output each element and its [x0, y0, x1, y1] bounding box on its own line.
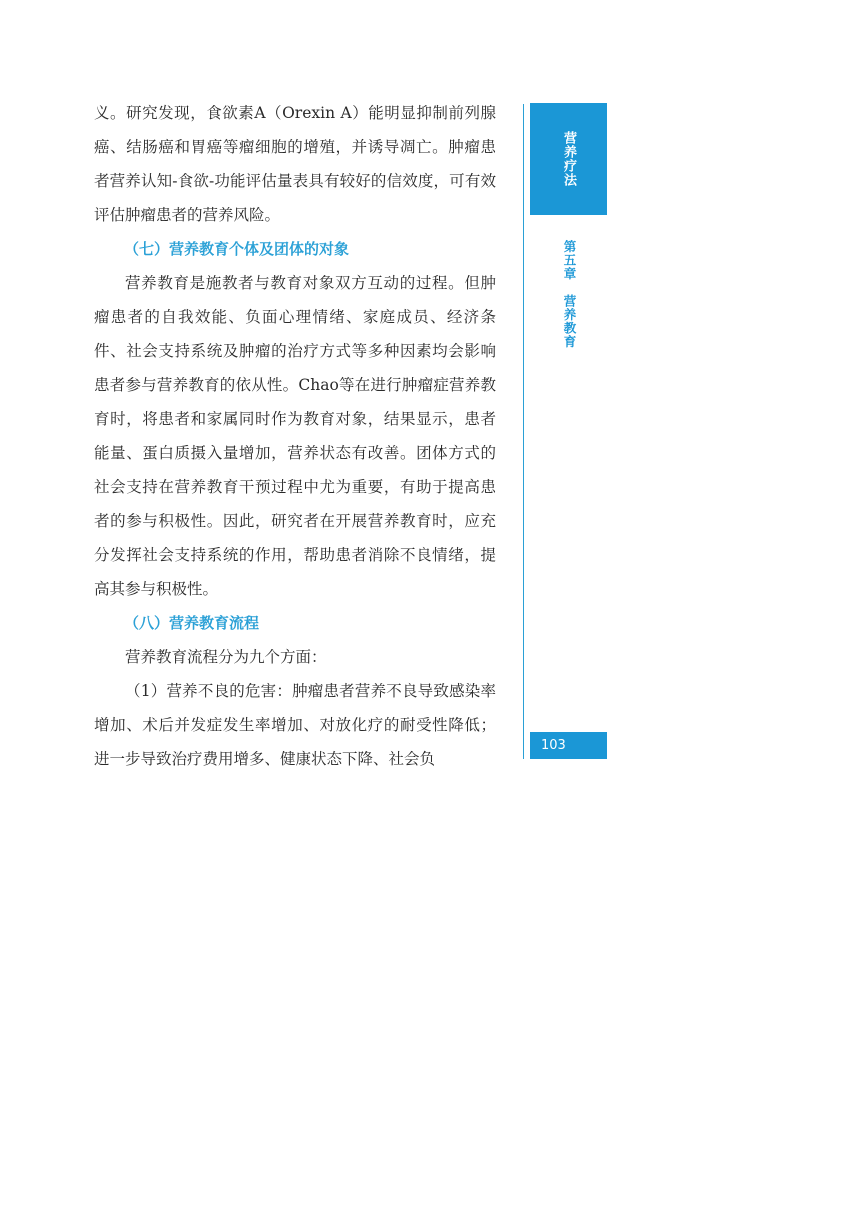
section-heading-7: （七）营养教育个体及团体的对象 [124, 240, 350, 258]
book-title-tab [530, 103, 607, 215]
body-text [94, 96, 496, 776]
book-title: 营养疗法 [561, 131, 576, 187]
chapter-title: 营养教育 [562, 294, 577, 349]
chapter-number: 第五章 [562, 240, 577, 281]
section-heading-8: （八）营养教育流程 [124, 614, 260, 632]
paragraph: 营养教育流程分为九个方面： [125, 648, 327, 666]
page-number: 103 [530, 732, 607, 759]
paragraph: （1）营养不良的危害：肿瘤患者营养不良导致感染率增加、术后并发症发生率增加、对放化疗的耐受性降低；进一步导致治疗费用增多、健康状态下降、社会负 [94, 682, 496, 768]
chapter-label [555, 240, 575, 349]
paragraph: 营养教育是施教者与教育对象双方互动的过程。但肿瘤患者的自我效能、负面心理情绪、家庭成员、经济条件、社会支持系统及肿瘤的治疗方式等多种因素均会影响患者参与营养教育的依从性。Chao等在进行肿瘤症营养教育时，将患者和家属同时作为教育对象，结果显示，患者能量、蛋白质摄入量增加，营养状态有改善。团体方式的社会支持在营养教育干预过程中尤为重要，有助于提高患者的参与积极性。因此，研究者在开展营养教育时，应充分发挥社会支持系统的作用，帮助患者消除不良情绪，提高其参与积极性。 [94, 274, 496, 598]
margin-divider-line [523, 104, 524, 759]
paragraph-continued: 义。研究发现，食欲素A（Orexin A）能明显抑制前列腺癌、结肠癌和胃癌等瘤细胞的增殖，并诱导凋亡。肿瘤患者营养认知-食欲-功能评估量表具有较好的信效度，可有效评估肿瘤患者的营养风险。 [94, 104, 496, 224]
